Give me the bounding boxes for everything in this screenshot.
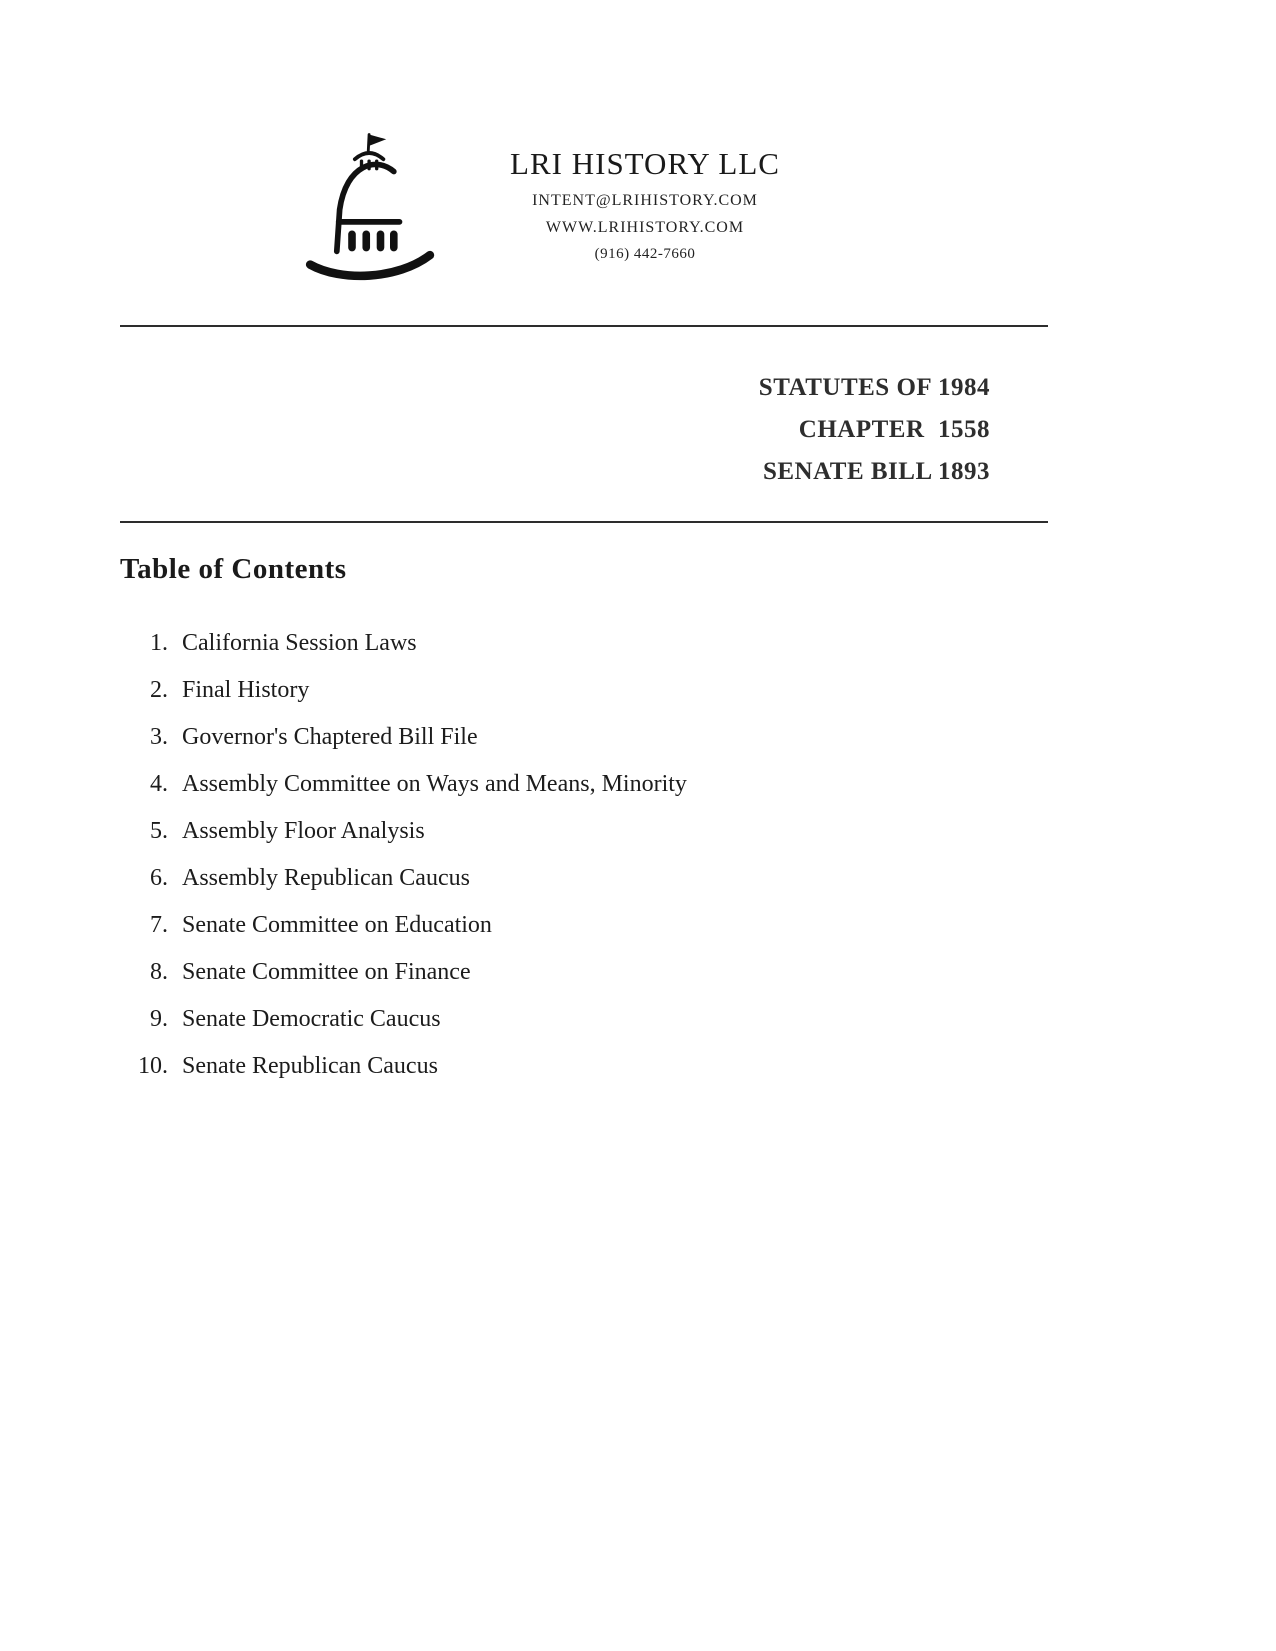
toc-item [120,912,1148,938]
email-text: INTENT@LRIHISTORY.COM [532,192,758,209]
toc-item-label: Final History [182,677,310,703]
phone-text: (916) 442-7660 [594,246,696,262]
toc-item-label: Assembly Committee on Ways and Means, Minority [182,771,687,797]
toc-item [120,771,1148,797]
toc-item-label: California Session Laws [182,630,417,656]
toc-item-label: Assembly Floor Analysis [182,818,425,844]
toc-item-label: Senate Committee on Finance [182,959,471,985]
toc-item [120,630,1148,656]
toc-item [120,959,1148,985]
divider-top [120,325,1048,327]
toc-heading: Table of Contents [120,553,347,585]
capitol-logo-icon [295,128,447,293]
toc-item [120,724,1148,750]
letterhead-text [475,128,815,272]
toc-item [120,818,1148,844]
letterhead [295,128,1148,293]
website-text: WWW.LRIHISTORY.COM [545,219,745,236]
toc-item-label: Senate Committee on Education [182,912,492,938]
toc-item [120,677,1148,703]
toc-list [120,630,1148,1079]
chapter-line: CHAPTER 1558 [798,416,990,443]
toc-item-label: Assembly Republican Caucus [182,865,470,891]
toc-item-label: Senate Democratic Caucus [182,1006,441,1032]
toc-item-label: Senate Republican Caucus [182,1053,438,1079]
company-name: LRI HISTORY LLC [510,146,780,181]
divider-middle [120,521,1048,523]
toc-item [120,865,1148,891]
statute-title-block [120,367,1048,493]
senate-bill-line: SENATE BILL 1893 [762,458,990,485]
statutes-line: STATUTES OF 1984 [758,374,990,401]
toc-item [120,1006,1148,1032]
toc-item [120,1053,1148,1079]
toc-item-label: Governor's Chaptered Bill File [182,724,478,750]
